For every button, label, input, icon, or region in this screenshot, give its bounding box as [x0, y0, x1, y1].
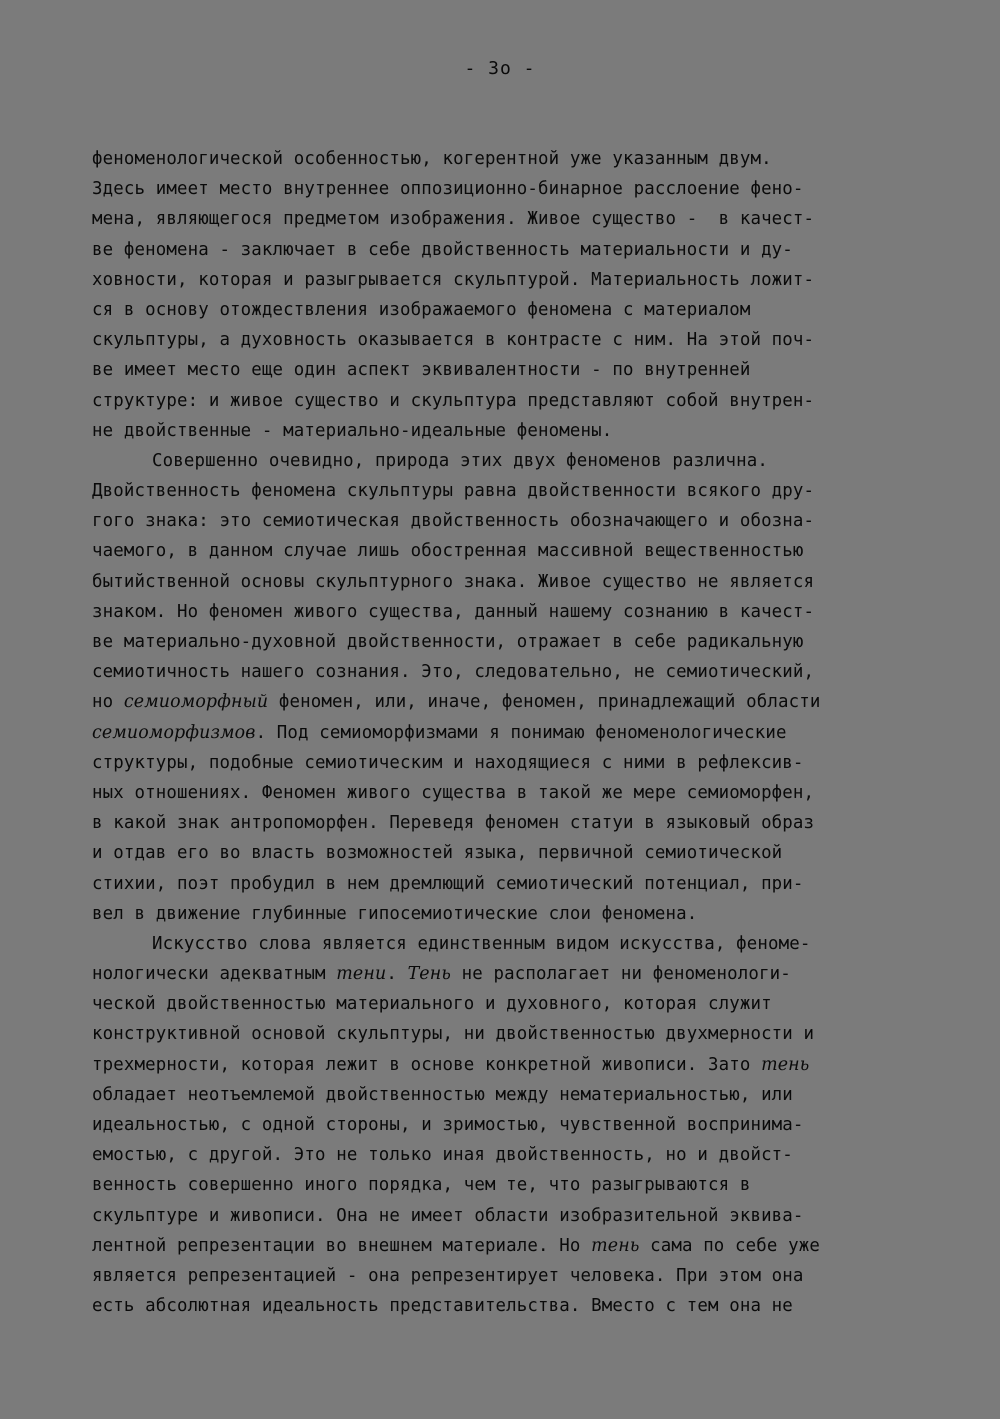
body-text: [92, 144, 912, 1321]
text-segment: не располагает ни феноменологи-: [450, 964, 791, 985]
text-segment: .: [386, 964, 408, 985]
text-segment: но: [92, 692, 124, 713]
text-line: [92, 718, 912, 748]
text-line: ве материально-духовной двойственности, отражает в себе радикальную: [92, 632, 804, 652]
text-line: структуре: и живое существо и скульптура представляют собой внутрен-: [92, 390, 815, 411]
text-line: ховности, которая и разыгрывается скульптурой. Материальность ложит-: [92, 269, 815, 290]
text-line: вел в движение глубинные гипосемиотические слои феномена.: [92, 903, 698, 924]
text-segment: лентной репрезентации во внешнем материале. Но: [92, 1235, 592, 1256]
text-line: является репрезентацией - она репрезентирует человека. При этом она: [92, 1265, 804, 1286]
paragraph-start-line: Совершенно очевидно, природа этих двух феноменов различна.: [152, 450, 768, 471]
paragraph-start-line: Искусство слова является единственным видом искусства, феноме-: [152, 933, 811, 954]
text-line: [92, 1231, 912, 1261]
text-line: в какой знак антропоморфен. Переведя феномен статуи в языковый образ: [92, 813, 815, 834]
italic-term: Тень: [407, 964, 451, 985]
text-line: [92, 959, 912, 989]
text-line: идеальностью, с одной стороны, и зримостью, чувственной воспринима-: [92, 1115, 804, 1135]
text-line: гого знака: это семиотическая двойственность обозначающего и обозна-: [92, 511, 815, 532]
text-line: венность совершенно иного порядка, чем те, что разыгрываются в: [92, 1175, 751, 1196]
text-line: есть абсолютная идеальность представительства. Вместо с тем она не: [92, 1296, 793, 1317]
text-line: скульптуры, а духовность оказывается в контрасте с ним. На этой поч-: [92, 330, 815, 351]
text-line: Двойственность феномена скульптуры равна двойственности всякого дру-: [92, 481, 815, 502]
text-segment: нологически адекватным: [92, 964, 337, 985]
text-line: Здесь имеет место внутреннее оппозиционно-бинарное расслоение фено-: [92, 179, 804, 200]
text-segment: феномен, или, иначе, феномен, принадлежащий области: [268, 692, 821, 713]
text-line: ве имеет место еще один аспект эквивалентности - по внутренней: [92, 360, 751, 381]
text-line: стихии, поэт пробудил в нем дремлющий семиотический потенциал, при-: [92, 873, 804, 894]
text-line: феноменологической особенностью, когерентной уже указанным двум.: [92, 149, 772, 169]
text-line: не двойственные - материально-идеальные феномены.: [92, 420, 613, 441]
text-line: чаемого, в данном случае лишь обостренная массивной вещественностью: [92, 541, 804, 562]
italic-term: семиоморфизмов: [92, 722, 256, 743]
text-line: знаком. Но феномен живого существа, данный нашему сознанию в качест-: [92, 601, 815, 622]
italic-term: тень: [591, 1235, 640, 1256]
text-line: ных отношениях. Феномен живого существа в такой же мере семиоморфен,: [92, 782, 815, 803]
italic-term: тени: [336, 964, 387, 985]
text-line: ся в основу отождествления изображаемого феномена с материалом: [92, 299, 751, 320]
text-segment: сама по себе уже: [639, 1235, 821, 1256]
page-number: - 3o -: [464, 58, 536, 79]
text-line: мена, являющегося предметом изображения. Живое существо - в качест-: [92, 209, 815, 230]
text-segment: . Под семиоморфизмами я понимаю феноменологические: [255, 722, 787, 743]
text-line: структуры, подобные семиотическим и находящиеся с ними в рефлексив-: [92, 752, 804, 773]
italic-term: семиоморфный: [123, 692, 269, 713]
italic-term: тень: [761, 1054, 810, 1075]
text-line: семиотичность нашего сознания. Это, следовательно, не семиотический,: [92, 662, 815, 683]
text-line: [92, 687, 912, 717]
text-line: бытийственной основы скульптурного знака. Живое существо не является: [92, 571, 815, 592]
text-segment: трехмерности, которая лежит в основе конкретной живописи. Зато: [92, 1054, 762, 1075]
text-line: ве феномена - заключает в себе двойственность материальности и ду-: [92, 239, 793, 260]
text-line: скульптуре и живописи. Она не имеет области изобразительной эквива-: [92, 1205, 804, 1226]
text-line: конструктивной основой скульптуры, ни двойственностью двухмерности и: [92, 1024, 815, 1045]
text-line: и отдав его во власть возможностей языка, первичной семиотической: [92, 843, 783, 864]
text-line: емостью, с другой. Это не только иная двойственность, но и двойст-: [92, 1145, 793, 1166]
text-line: ческой двойственностью материального и духовного, которая служит: [92, 994, 772, 1015]
text-line: обладает неотъемлемой двойственностью между нематериальностью, или: [92, 1084, 793, 1105]
text-line: [92, 1050, 912, 1080]
